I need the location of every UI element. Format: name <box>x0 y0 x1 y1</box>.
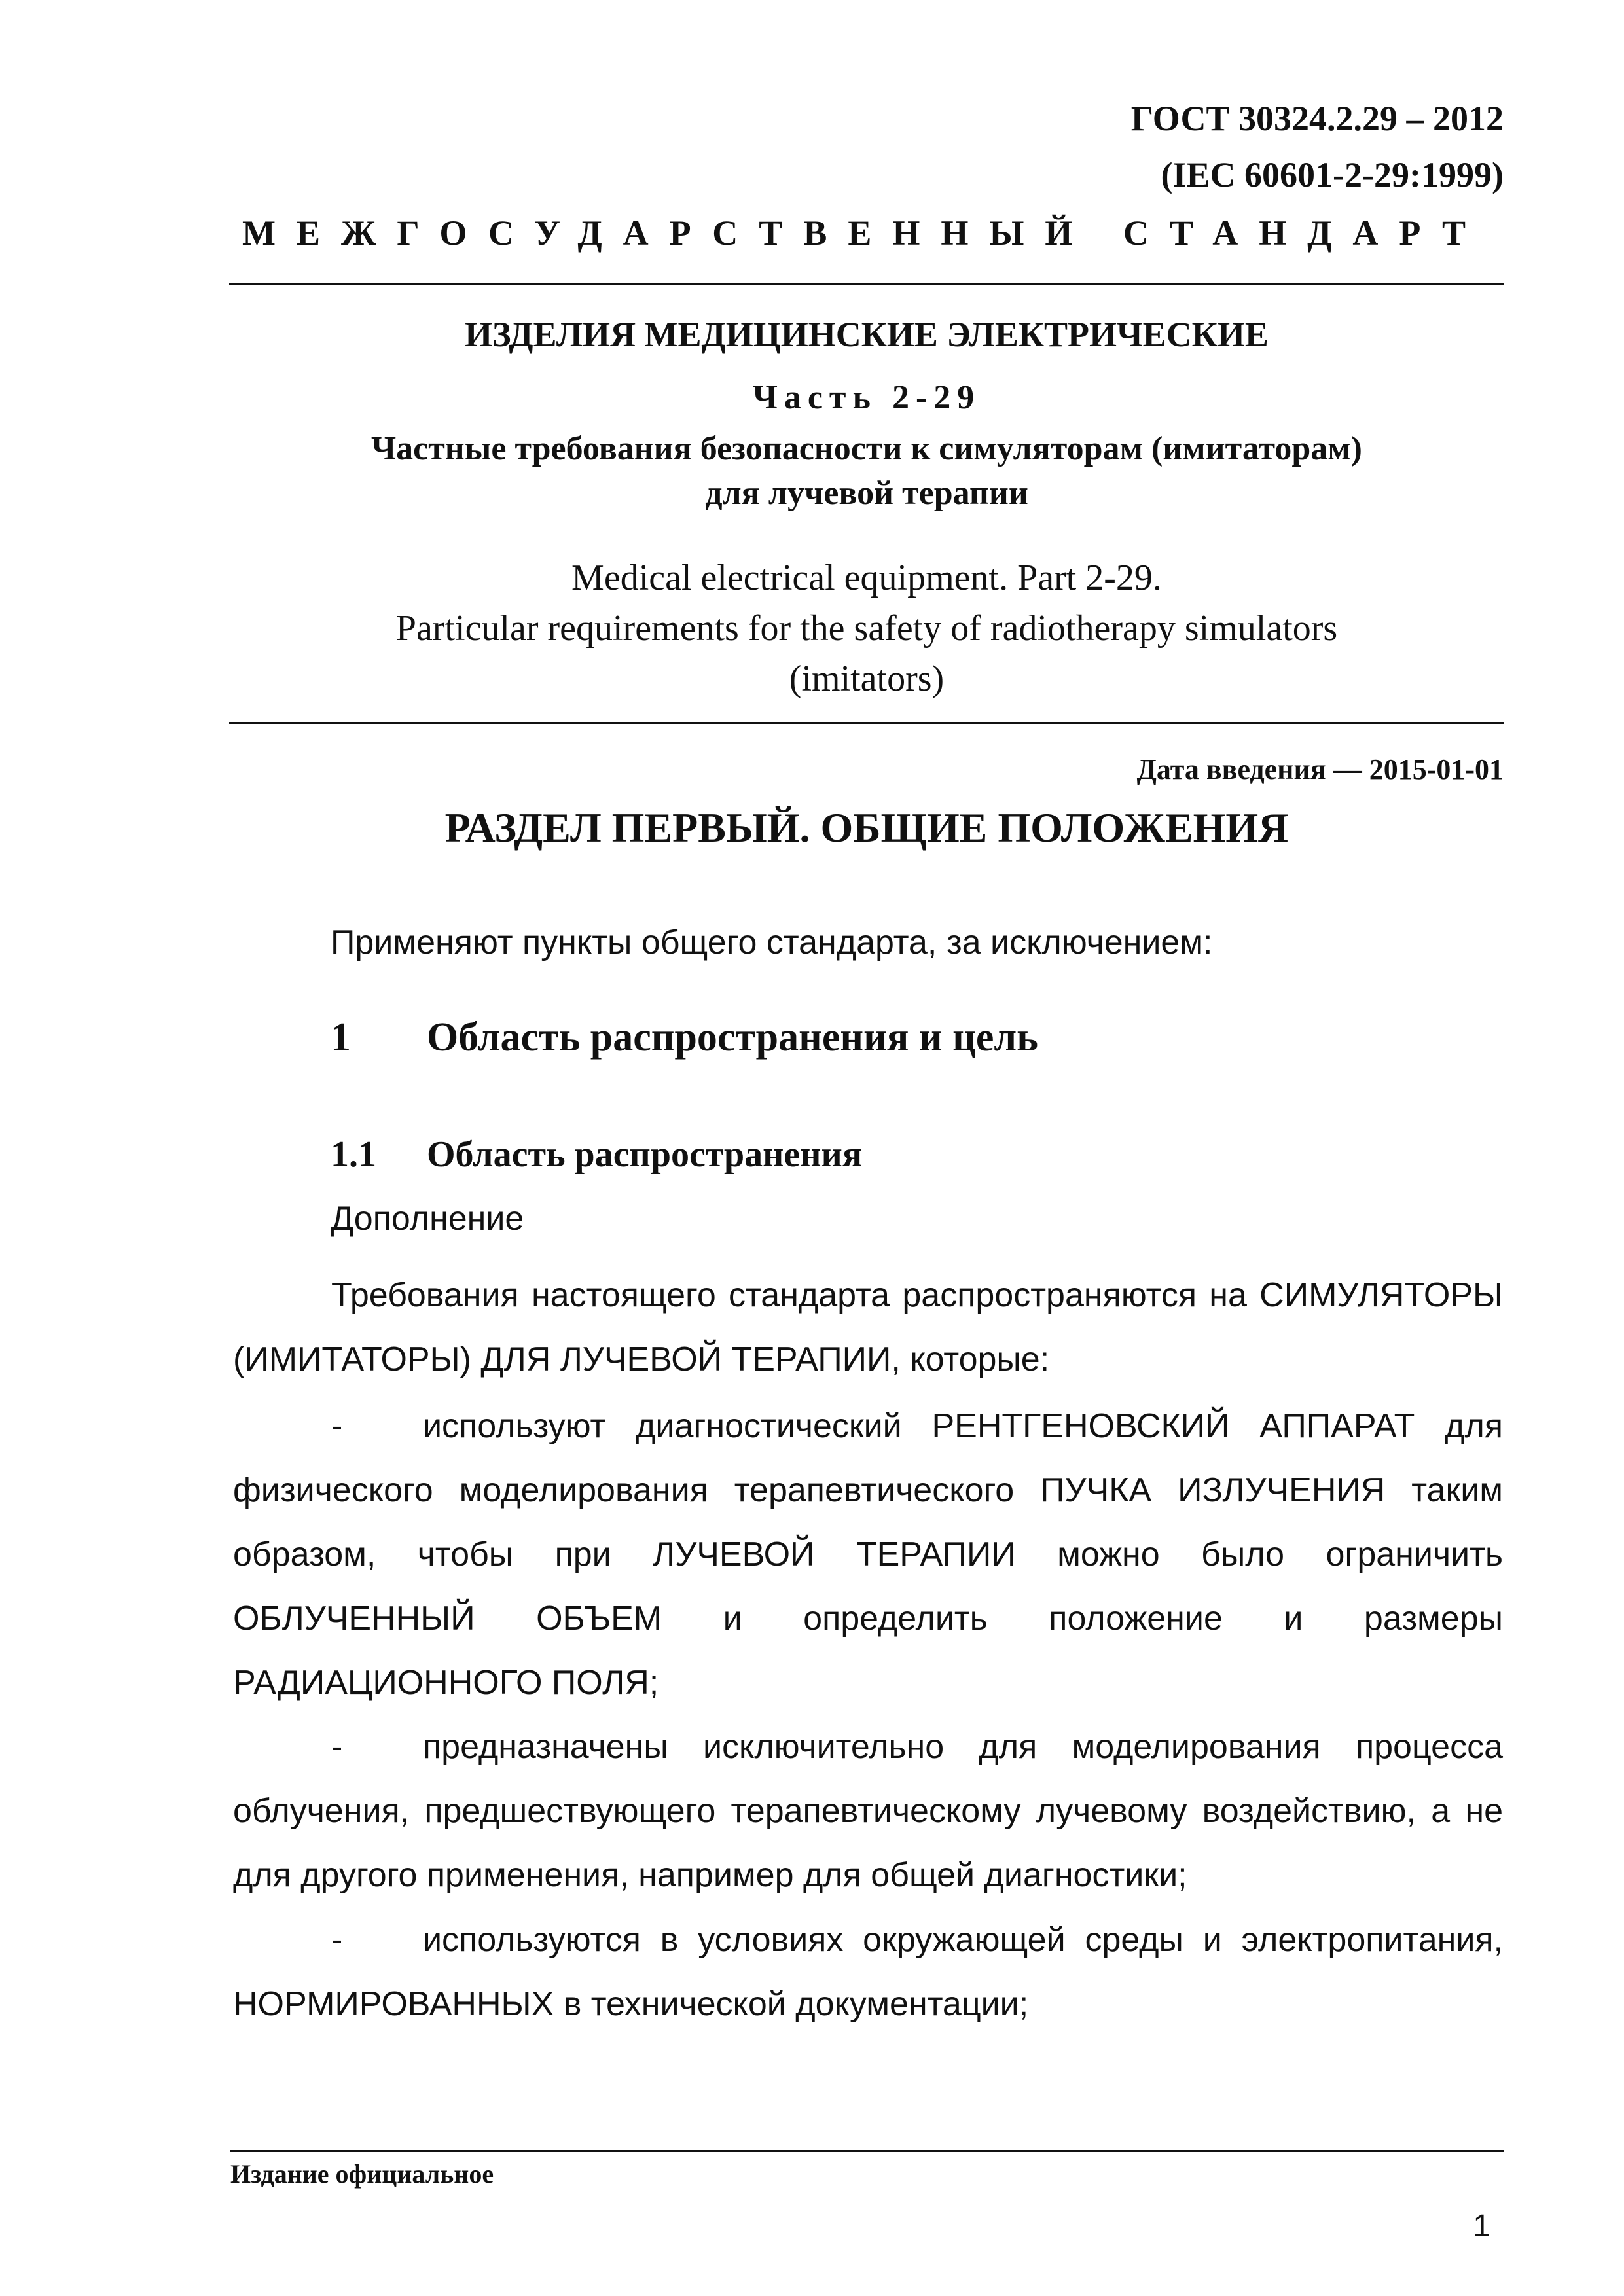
english-title-line-3: (imitators) <box>789 658 945 699</box>
addition-label: Дополнение <box>331 1200 524 1238</box>
title-divider <box>229 722 1504 724</box>
subtitle-line-1: Частные требования безопасности к симуляторам (имитаторам) <box>371 430 1362 467</box>
part-label: Часть 2-29 <box>752 379 981 416</box>
subclause-title: Область распространения <box>427 1134 863 1175</box>
list-item <box>233 1908 1503 2036</box>
list-item <box>233 1715 1503 1907</box>
document-title: ИЗДЕЛИЯ МЕДИЦИНСКИЕ ЭЛЕКТРИЧЕСКИЕ <box>465 315 1269 354</box>
list-item-text: используют диагностический РЕНТГЕНОВСКИЙ АППАРАТ для физического моделирования терапевтического ПУЧКА ИЗЛУЧЕНИЯ таким образом, чтобы при ЛУЧЕВОЙ ТЕРАПИИ можно было ограничить ОБЛУЧЕННЫЙ ОБЪЕМ и определить положение и размеры РАДИАЦИОННОГО ПОЛЯ; <box>233 1407 1503 1702</box>
clause-number: 1 <box>331 1015 351 1060</box>
header-divider <box>229 283 1504 285</box>
footer-divider <box>230 2150 1504 2152</box>
clause-title: Область распространения и цель <box>427 1015 1038 1060</box>
list-dash: - <box>331 1728 343 1766</box>
list-item <box>233 1394 1503 1715</box>
scope-paragraph: Требования настоящего стандарта распространяются на СИМУЛЯТОРЫ (ИМИТАТОРЫ) ДЛЯ ЛУЧЕВОЙ ТЕРАПИИ, которые: <box>233 1276 1503 1378</box>
part-subtitle <box>229 427 1504 516</box>
english-title-line-1: Medical electrical equipment. Part 2-29. <box>571 558 1162 598</box>
subtitle-line-2: для лучевой терапии <box>705 475 1028 512</box>
list-dash: - <box>331 1921 343 1959</box>
list-item-text: используются в условиях окружающей среды и электропитания, НОРМИРОВАННЫХ в технической документации; <box>233 1921 1503 2023</box>
iec-code: (IEC 60601-2-29:1999) <box>1161 155 1504 194</box>
list-dash: - <box>331 1407 343 1445</box>
official-edition-label: Издание официальное <box>230 2159 494 2189</box>
english-title-line-2: Particular requirements for the safety of radiotherapy simulators <box>395 608 1338 649</box>
gost-code: ГОСТ 30324.2.29 – 2012 <box>1130 99 1504 138</box>
interstate-standard-heading: МЕЖГОСУДАРСТВЕННЫЙ СТАНДАРТ <box>242 213 1487 253</box>
introduction-date: Дата введения — 2015-01-01 <box>1136 753 1504 785</box>
section-title: РАЗДЕЛ ПЕРВЫЙ. ОБЩИЕ ПОЛОЖЕНИЯ <box>444 804 1289 851</box>
page-number: 1 <box>1473 2209 1490 2244</box>
subclause-number: 1.1 <box>331 1134 376 1175</box>
english-title <box>229 553 1504 704</box>
apply-text: Применяют пункты общего стандарта, за исключением: <box>331 924 1213 961</box>
list-item-text: предназначены исключительно для моделирования процесса облучения, предшествующего терапевтическому лучевому воздействию, а не для другого применения, например для общей диагностики; <box>233 1728 1503 1894</box>
